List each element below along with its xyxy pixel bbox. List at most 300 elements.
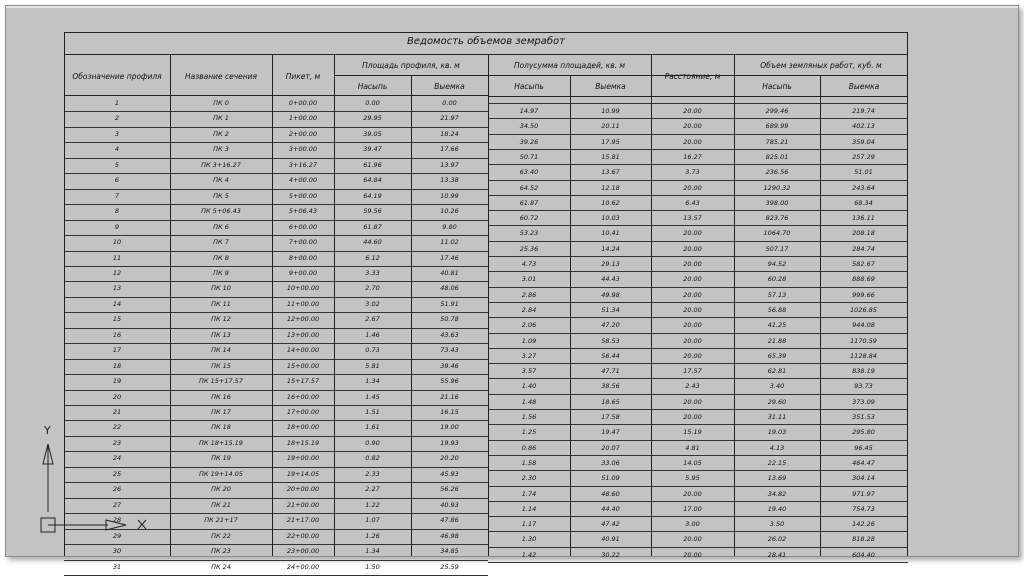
profile-cell-name: ПК 7 [213, 238, 229, 247]
profile-cell-cut: 9.80 [442, 222, 457, 231]
volumes-top-line [488, 103, 908, 104]
profile-cell-n: 8 [114, 207, 120, 216]
profile-cell-name: ПК 14 [211, 346, 231, 355]
ucs-icon [34, 424, 164, 544]
profile-cell-name: ПК 5+06.43 [201, 207, 241, 216]
profile-cell-fill: 1.07 [365, 516, 380, 525]
volume-cell-hs-fill: 0.86 [521, 443, 537, 452]
volume-cell-hs-cut: 51.09 [601, 474, 620, 483]
profile-row-line [64, 359, 488, 360]
volume-cell-v-fill: 60.28 [767, 275, 787, 284]
volume-cell-v-cut: 971.97 [852, 489, 875, 498]
profile-cell-fill: 1.61 [365, 423, 380, 432]
volume-row-line [488, 348, 908, 349]
volume-cell-hs-cut: 44.43 [601, 275, 620, 284]
header-area-fill: Насыпь [357, 82, 388, 91]
profile-cell-cut: 46.98 [440, 531, 459, 540]
volume-cell-dist: 4.81 [685, 443, 700, 452]
volume-row-line [488, 333, 908, 334]
volume-row-line [488, 440, 908, 441]
profile-cell-cut: 21.97 [440, 114, 459, 123]
volume-cell-v-fill: 62.81 [767, 367, 787, 376]
volume-cell-v-fill: 785.21 [765, 137, 789, 146]
volume-cell-hs-cut: 40.91 [601, 535, 620, 544]
profile-row-line [64, 405, 488, 406]
profile-cell-picket: 1+00.00 [288, 114, 318, 123]
header-halfsum-cut: Выемка [595, 82, 626, 91]
profile-cell-picket: 16+00.00 [286, 392, 320, 401]
volume-cell-v-fill: 56.88 [767, 305, 787, 314]
volume-cell-v-cut: 888.69 [852, 275, 875, 284]
volume-cell-v-cut: 208.18 [852, 229, 875, 238]
volume-cell-hs-cut: 38.56 [601, 382, 620, 391]
volume-cell-dist: 6.43 [685, 198, 700, 207]
volume-cell-hs-cut: 15.81 [601, 152, 620, 161]
profile-cell-n: 29 [112, 531, 122, 540]
profile-cell-picket: 9+00.00 [288, 268, 318, 277]
profile-cell-cut: 48.06 [440, 284, 459, 293]
volume-cell-hs-cut: 10.62 [601, 198, 620, 207]
header-halfsum-group: Полусумма площадей, кв. м [513, 61, 626, 70]
volume-cell-hs-cut: 58.53 [601, 336, 620, 345]
volume-cell-v-cut: 1170.59 [850, 336, 877, 345]
volume-cell-dist: 20.00 [683, 550, 702, 559]
table-header [64, 32, 908, 96]
volume-cell-v-cut: 944.08 [852, 321, 875, 330]
volume-cell-hs-cut: 17.95 [601, 137, 620, 146]
volume-cell-dist: 17.57 [683, 367, 702, 376]
profile-cell-name: ПК 16 [211, 392, 231, 401]
volume-cell-v-cut: 604.40 [852, 550, 875, 559]
volume-cell-v-cut: 51.01 [854, 168, 873, 177]
volume-row-line [488, 271, 908, 272]
volume-cell-hs-fill: 64.52 [519, 183, 539, 192]
profile-row-line [64, 560, 488, 561]
volume-cell-hs-cut: 30.22 [601, 550, 620, 559]
profile-cell-fill: 61.87 [363, 222, 382, 231]
volume-cell-hs-cut: 33.06 [601, 458, 620, 467]
volume-cell-v-fill: 94.52 [767, 260, 787, 268]
volume-row-line [488, 134, 908, 135]
volume-cell-v-cut: 351.53 [852, 413, 875, 421]
volume-cell-v-fill: 1064.70 [763, 229, 791, 238]
volume-cell-v-cut: 136.11 [852, 214, 875, 223]
volume-cell-dist: 20.00 [683, 336, 702, 345]
profile-cell-cut: 0.00 [442, 99, 457, 107]
profile-cell-cut: 34.85 [440, 547, 459, 556]
volume-cell-dist: 13.57 [683, 214, 702, 223]
volume-cell-dist: 20.00 [683, 244, 702, 253]
volume-cell-v-fill: 689.99 [765, 122, 789, 131]
volume-cell-dist: 20.00 [683, 107, 702, 115]
profile-cell-name: ПК 10 [211, 284, 231, 293]
volume-cell-hs-fill: 50.71 [519, 152, 539, 161]
profile-cell-name: ПК 21+17 [204, 516, 238, 525]
profile-cell-fill: 61.96 [363, 160, 382, 169]
volume-cell-v-cut: 1026.85 [850, 305, 877, 314]
volume-cell-hs-fill: 1.56 [521, 413, 537, 421]
profile-cell-picket: 3+00.00 [288, 145, 318, 154]
volume-row-line [488, 409, 908, 410]
volume-cell-hs-cut: 44.40 [601, 504, 620, 513]
profile-cell-n: 20 [112, 392, 122, 401]
volume-cell-v-fill: 398.00 [765, 198, 789, 207]
volume-cell-hs-cut: 47.42 [601, 520, 620, 529]
volume-cell-v-cut: 304.14 [852, 474, 875, 483]
profile-cell-picket: 13+00.00 [286, 330, 320, 339]
volume-cell-hs-fill: 2.86 [521, 290, 537, 299]
header-volume-fill: Насыпь [762, 82, 792, 91]
volume-cell-v-fill: 19.03 [767, 428, 787, 437]
profile-cell-name: ПК 15+17.57 [199, 377, 243, 386]
volume-row-line [488, 118, 908, 119]
profile-cell-n: 6 [114, 176, 120, 185]
profile-cell-fill: 64.19 [363, 191, 382, 200]
volume-cell-v-cut: 142.26 [852, 520, 875, 529]
profile-cell-n: 7 [114, 191, 120, 200]
volume-cell-dist: 20.00 [683, 183, 702, 192]
ucs-y-label: Y [44, 424, 51, 437]
profile-row-line [64, 281, 488, 282]
profile-cell-fill: 1.46 [365, 330, 380, 339]
profile-row-line [64, 111, 488, 112]
volume-row-line [488, 486, 908, 487]
volume-cell-hs-cut: 49.98 [601, 290, 620, 299]
profile-cell-fill: 39.47 [363, 145, 382, 154]
profile-cell-picket: 18+15.19 [286, 438, 320, 447]
volume-cell-v-cut: 257.29 [852, 152, 875, 161]
profile-cell-name: ПК 8 [213, 253, 229, 262]
profile-row-line [64, 312, 488, 313]
profile-cell-fill: 5.81 [365, 361, 380, 370]
volume-cell-dist: 5.95 [685, 474, 700, 483]
volume-cell-v-fill: 41.25 [767, 321, 787, 330]
volume-cell-v-fill: 4.13 [769, 443, 785, 452]
header-area-group: Площадь профиля, кв. м [362, 61, 460, 70]
profile-cell-fill: 1.45 [365, 392, 380, 401]
profile-row-line [64, 328, 488, 329]
volume-cell-v-fill: 3.50 [769, 520, 785, 529]
profile-cell-name: ПК 18+15.19 [199, 438, 243, 447]
profile-cell-cut: 40.81 [440, 268, 459, 277]
header-volume-cut: Выемка [848, 82, 880, 91]
profile-cell-fill: 59.56 [363, 207, 382, 216]
profile-cell-picket: 19+00.00 [286, 454, 320, 463]
profile-cell-cut: 17.66 [440, 145, 459, 154]
volume-cell-v-fill: 3.40 [769, 382, 785, 391]
volume-cell-hs-fill: 1.14 [521, 504, 537, 513]
profile-cell-cut: 40.93 [440, 500, 459, 509]
profile-cell-name: ПК 5 [213, 191, 229, 200]
profile-cell-fill: 44.60 [363, 238, 382, 247]
volume-cell-dist: 20.00 [683, 305, 702, 314]
volume-cell-v-cut: 999.66 [852, 290, 875, 299]
profile-cell-cut: 18.24 [440, 129, 459, 138]
profile-cell-cut: 16.15 [440, 408, 459, 416]
profile-cell-n: 18 [112, 361, 122, 370]
profile-cell-name: ПК 13 [211, 330, 231, 339]
volume-cell-hs-fill: 53.23 [519, 229, 539, 238]
volume-cell-dist: 3.00 [685, 520, 700, 529]
profile-cell-fill: 2.33 [365, 469, 380, 478]
profile-cell-n: 16 [112, 330, 122, 339]
profile-cell-n: 22 [112, 423, 122, 432]
profile-row-line [64, 544, 488, 545]
volume-cell-v-fill: 29.60 [767, 397, 787, 406]
profile-cell-fill: 1.34 [365, 547, 380, 556]
header-area-cut: Выемка [434, 82, 465, 91]
volume-cell-hs-fill: 34.50 [519, 122, 539, 131]
volume-cell-hs-fill: 60.72 [519, 214, 539, 223]
volume-cell-hs-fill: 63.40 [519, 168, 539, 177]
profile-cell-cut: 10.99 [440, 191, 459, 200]
profile-cell-cut: 39.46 [440, 361, 459, 370]
header-section-name: Название сечения [184, 72, 258, 81]
profile-cell-picket: 14+00.00 [286, 346, 320, 355]
volume-cell-v-fill: 65.39 [767, 351, 787, 360]
profile-row-line [64, 343, 488, 344]
profile-cell-name: ПК 3+16.27 [201, 160, 241, 169]
profile-cell-picket: 7+00.00 [288, 238, 318, 247]
profile-cell-n: 13 [112, 284, 122, 293]
volume-cell-v-cut: 68.34 [854, 198, 873, 207]
volume-row-line [488, 424, 908, 425]
profile-cell-picket: 18+00.00 [286, 423, 320, 432]
profile-cell-fill: 39.05 [363, 129, 382, 138]
volume-cell-hs-cut: 10.99 [601, 107, 620, 115]
volume-cell-hs-fill: 4.73 [521, 260, 537, 268]
profile-cell-name: ПК 12 [211, 315, 231, 324]
volume-cell-dist: 15.19 [683, 428, 702, 437]
volume-cell-v-fill: 823.76 [765, 214, 789, 223]
volume-row-line [488, 317, 908, 318]
volume-cell-hs-fill: 1.09 [521, 336, 537, 345]
drawing-area[interactable] [6, 6, 1018, 571]
volume-cell-hs-fill: 39.26 [519, 137, 539, 146]
volume-cell-hs-fill: 3.57 [521, 367, 537, 376]
profile-cell-fill: 0.00 [365, 99, 380, 107]
volume-cell-dist: 20.00 [683, 290, 702, 299]
volume-cell-hs-fill: 1.40 [521, 382, 537, 391]
volume-cell-hs-fill: 14.97 [519, 107, 539, 115]
volume-cell-hs-cut: 13.67 [601, 168, 620, 177]
profile-cell-n: 19 [112, 377, 122, 386]
profile-cell-picket: 19+14.05 [286, 469, 320, 478]
profile-cell-cut: 43.63 [440, 330, 459, 339]
volume-cell-v-fill: 507.17 [765, 244, 789, 253]
profile-cell-name: ПК 4 [213, 176, 229, 185]
profile-cell-name: ПК 11 [211, 299, 231, 308]
volume-cell-v-cut: 402.13 [852, 122, 875, 131]
volume-cell-hs-fill: 1.58 [521, 458, 537, 467]
profile-cell-picket: 8+00.00 [288, 253, 318, 262]
volume-cell-hs-fill: 3.27 [521, 351, 537, 360]
profile-cell-name: ПК 19 [211, 454, 231, 463]
profile-cell-name: ПК 18 [211, 423, 231, 432]
volume-row-line [488, 378, 908, 379]
profile-cell-cut: 13.38 [440, 176, 459, 185]
profile-cell-fill: 2.27 [365, 485, 380, 494]
volume-row-line [488, 256, 908, 257]
profile-cell-name: ПК 24 [211, 562, 231, 571]
profile-cell-fill: 0.90 [365, 438, 380, 447]
volume-cell-hs-cut: 47.71 [601, 367, 620, 376]
profile-cell-n: 14 [112, 299, 122, 308]
profile-cell-fill: 0.73 [365, 346, 380, 355]
volume-cell-dist: 20.00 [683, 413, 702, 421]
profile-cell-picket: 17+00.00 [286, 408, 320, 416]
profile-cell-picket: 15+00.00 [286, 361, 320, 370]
profile-row-line [64, 251, 488, 252]
profile-cell-picket: 20+00.00 [286, 485, 320, 494]
volume-cell-v-cut: 464.47 [852, 458, 875, 467]
profile-cell-fill: 6.12 [365, 253, 380, 262]
profile-cell-cut: 51.91 [440, 299, 459, 308]
volume-cell-v-cut: 754.73 [852, 504, 875, 513]
volume-cell-hs-cut: 10.03 [601, 214, 620, 223]
profile-cell-cut: 21.16 [440, 392, 459, 401]
volume-cell-v-fill: 31.11 [767, 413, 787, 421]
volume-cell-dist: 17.00 [683, 504, 702, 513]
volume-cell-dist: 16.27 [683, 152, 702, 161]
volume-cell-hs-cut: 10.41 [601, 229, 620, 238]
profile-row-line [64, 390, 488, 391]
profile-cell-fill: 3.02 [365, 299, 380, 308]
profile-cell-n: 25 [112, 469, 122, 478]
profile-cell-fill: 64.84 [363, 176, 382, 185]
profile-cell-picket: 21+17.00 [286, 516, 320, 525]
volume-row-line [488, 394, 908, 395]
profile-cell-picket: 10+00.00 [286, 284, 320, 293]
volume-cell-hs-cut: 56.44 [601, 351, 620, 360]
header-picket: Пикет, м [285, 72, 321, 81]
volume-cell-v-cut: 582.67 [852, 260, 875, 268]
profile-cell-name: ПК 23 [211, 547, 231, 556]
volume-cell-hs-fill: 1.30 [521, 535, 537, 544]
profile-cell-fill: 1.50 [365, 562, 380, 571]
profile-cell-name: ПК 6 [213, 222, 229, 231]
volume-cell-v-fill: 19.40 [767, 504, 787, 513]
profile-cell-fill: 1.26 [365, 531, 380, 540]
volume-cell-dist: 20.00 [683, 275, 702, 284]
volume-cell-hs-fill: 25.36 [519, 244, 539, 253]
profile-cell-picket: 5+06.43 [288, 207, 318, 216]
volume-cell-v-cut: 93.73 [854, 382, 873, 391]
header-halfsum-fill: Насыпь [514, 82, 544, 91]
profile-cell-picket: 5+00.00 [288, 191, 318, 200]
profile-cell-n: 5 [114, 160, 120, 169]
profile-cell-name: ПК 0 [213, 99, 229, 107]
volume-cell-v-fill: 299.46 [765, 107, 789, 115]
volume-cell-hs-fill: 1.17 [521, 520, 537, 529]
volume-row-line [488, 516, 908, 517]
profile-cell-picket: 12+00.00 [286, 315, 320, 324]
profile-row-line [64, 297, 488, 298]
profile-cell-name: ПК 9 [213, 268, 229, 277]
profile-cell-n: 3 [114, 129, 120, 138]
profile-cell-fill: 2.67 [365, 315, 380, 324]
volume-cell-v-fill: 22.15 [767, 458, 787, 467]
volume-row-line [488, 562, 908, 563]
volume-cell-hs-cut: 29.13 [601, 260, 620, 268]
profile-cell-cut: 19.93 [440, 438, 459, 447]
volume-cell-v-fill: 28.41 [767, 550, 787, 559]
volume-cell-v-cut: 838.19 [852, 367, 875, 376]
profile-row-line [64, 204, 488, 205]
volume-cell-v-cut: 1128.84 [850, 351, 877, 360]
profile-cell-cut: 45.93 [440, 469, 459, 478]
volume-cell-v-cut: 219.74 [852, 107, 875, 115]
volume-row-line [488, 180, 908, 181]
volume-row-line [488, 470, 908, 471]
drawing-viewport[interactable] [5, 5, 1019, 571]
table-title: Ведомость объемов земработ [407, 36, 565, 47]
profile-row-line [64, 374, 488, 375]
profile-cell-picket: 6+00.00 [288, 222, 318, 231]
volume-cell-hs-cut: 18.65 [601, 397, 620, 406]
volume-cell-hs-cut: 20.11 [601, 122, 620, 131]
profile-cell-picket: 11+00.00 [286, 299, 320, 308]
volume-cell-v-cut: 359.04 [852, 137, 875, 146]
profile-cell-cut: 56.26 [440, 485, 459, 494]
profile-cell-name: ПК 3 [213, 145, 229, 154]
volume-cell-hs-fill: 1.25 [521, 428, 537, 437]
header-distance: Расстояние, м [664, 72, 721, 81]
volume-cell-hs-cut: 14.24 [601, 244, 620, 253]
volume-cell-hs-cut: 20.07 [601, 443, 620, 452]
volume-row-line [488, 363, 908, 364]
volume-cell-dist: 20.00 [683, 351, 702, 360]
volume-cell-hs-fill: 3.01 [521, 275, 537, 284]
volume-cell-hs-fill: 2.84 [521, 305, 537, 314]
profile-cell-fill: 1.34 [365, 377, 380, 386]
volume-row-line [488, 501, 908, 502]
profile-cell-n: 11 [112, 253, 122, 262]
profile-cell-picket: 0+00.00 [288, 99, 318, 107]
profile-cell-picket: 2+00.00 [288, 129, 318, 138]
volume-row-line [488, 455, 908, 456]
profile-cell-cut: 73.43 [440, 346, 459, 355]
profile-cell-cut: 10.26 [440, 207, 459, 216]
profile-cell-fill: 3.33 [365, 268, 380, 277]
profile-cell-n: 31 [112, 562, 122, 571]
profile-cell-n: 15 [112, 315, 122, 324]
profile-cell-name: ПК 20 [211, 485, 231, 494]
volume-cell-hs-fill: 1.42 [521, 550, 537, 559]
profile-row-line [64, 142, 488, 143]
header-volume-group: Объем земляных работ, куб. м [760, 61, 882, 70]
profile-cell-fill: 2.70 [365, 284, 380, 293]
volume-cell-dist: 20.00 [683, 137, 702, 146]
profile-cell-name: ПК 1 [213, 114, 229, 123]
volume-row-line [488, 302, 908, 303]
profile-row-line [64, 235, 488, 236]
volume-cell-hs-cut: 19.47 [601, 428, 620, 437]
volume-cell-v-cut: 295.80 [852, 428, 875, 437]
profile-cell-n: 23 [112, 438, 122, 447]
volume-cell-hs-fill: 2.06 [521, 321, 537, 330]
volume-row-line [488, 547, 908, 548]
volume-cell-v-fill: 825.01 [765, 152, 789, 161]
profile-cell-picket: 23+00.00 [286, 547, 320, 556]
volume-row-line [488, 287, 908, 288]
profile-cell-picket: 3+16.27 [288, 160, 318, 169]
volume-cell-dist: 3.73 [685, 168, 700, 177]
profile-cell-n: 9 [114, 222, 120, 231]
volume-cell-v-fill: 236.56 [765, 168, 789, 177]
volume-cell-dist: 20.00 [683, 321, 702, 330]
volume-cell-hs-cut: 47.20 [601, 321, 620, 330]
